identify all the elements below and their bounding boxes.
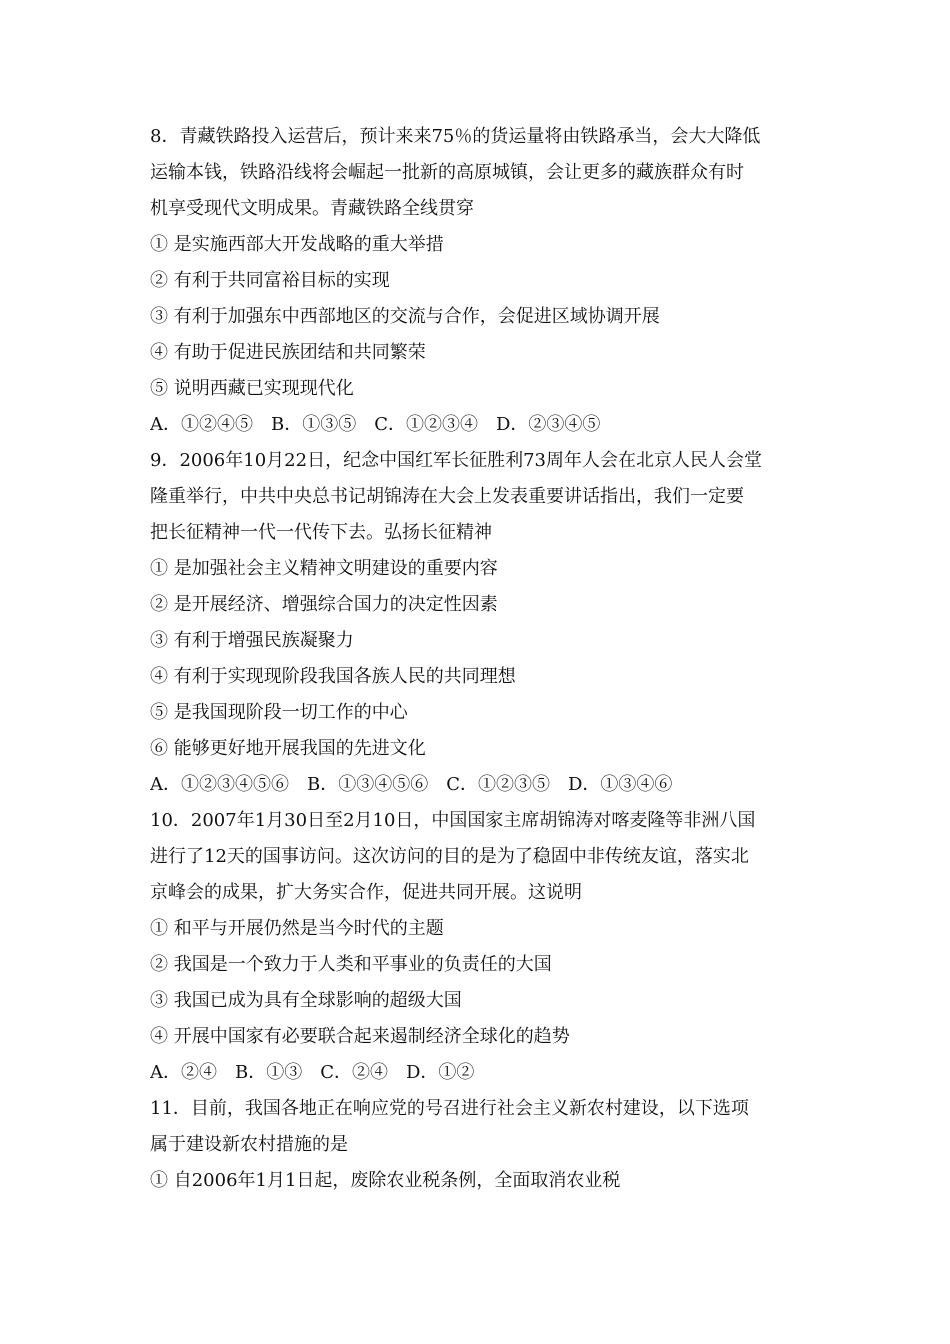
question-option: ① 是实施西部大开发战略的重大举措 <box>150 234 444 255</box>
document-content <box>150 119 810 1199</box>
question-option: ⑥ 能够更好地开展我国的先进文化 <box>150 738 426 759</box>
question-option: ⑤ 说明西藏已实现现代化 <box>150 378 354 399</box>
question-option: ④ 开展中国家有必要联合起来遏制经济全球化的趋势 <box>150 1026 570 1047</box>
question-stem-line: 10．2007年1月30日至2月10日，中国国家主席胡锦涛对喀麦隆等非洲八国 <box>150 810 756 831</box>
question-stem-line: 隆重举行，中共中央总书记胡锦涛在大会上发表重要讲话指出，我们一定要 <box>150 486 744 507</box>
question-stem-line: 11．目前，我国各地正在响应党的号召进行社会主义新农村建设，以下选项 <box>150 1098 749 1119</box>
question-option: ⑤ 是我国现阶段一切工作的中心 <box>150 702 408 723</box>
question-option: ① 自2006年1月1日起，废除农业税条例，全面取消农业税 <box>150 1170 621 1191</box>
question-option: ① 是加强社会主义精神文明建设的重要内容 <box>150 558 498 579</box>
question-stem-line: 机享受现代文明成果。青藏铁路全线贯穿 <box>150 198 474 219</box>
question-11 <box>150 1091 810 1199</box>
question-stem-line: 9．2006年10月22日，纪念中国红军长征胜利73周年人会在北京人民人会堂 <box>150 450 762 471</box>
question-option: ② 我国是一个致力于人类和平事业的负责任的大国 <box>150 954 552 975</box>
question-option: ③ 有利于加强东中西部地区的交流与合作，会促进区域协调开展 <box>150 306 660 327</box>
question-stem-line: 把长征精神一代一代传下去。弘扬长征精神 <box>150 522 492 543</box>
answer-choices: A．②④ B．①③ C．②④ D．①② <box>150 1062 475 1083</box>
question-option: ④ 有助于促进民族团结和共同繁荣 <box>150 342 426 363</box>
question-9 <box>150 443 810 803</box>
question-10 <box>150 803 810 1091</box>
question-option: ③ 我国已成为具有全球影响的超级大国 <box>150 990 462 1011</box>
question-option: ② 有利于共同富裕目标的实现 <box>150 270 390 291</box>
question-option: ④ 有利于实现现阶段我国各族人民的共同理想 <box>150 666 516 687</box>
question-stem-line: 运输本钱，铁路沿线将会崛起一批新的高原城镇，会让更多的藏族群众有时 <box>150 162 744 183</box>
question-8 <box>150 119 810 443</box>
answer-choices: A．①②③④⑤⑥ B．①③④⑤⑥ C．①②③⑤ D．①③④⑥ <box>150 774 673 795</box>
question-stem-line: 进行了12天的国事访问。这次访问的目的是为了稳固中非传统友谊，落实北 <box>150 846 749 867</box>
question-stem-line: 属于建设新农村措施的是 <box>150 1134 348 1155</box>
question-option: ① 和平与开展仍然是当今时代的主题 <box>150 918 444 939</box>
answer-choices: A．①②④⑤ B．①③⑤ C．①②③④ D．②③④⑤ <box>150 414 601 435</box>
question-option: ③ 有利于增强民族凝聚力 <box>150 630 354 651</box>
question-stem-line: 8．青藏铁路投入运营后，预计来来75％的货运量将由铁路承当，会大大降低 <box>150 126 761 147</box>
question-stem-line: 京峰会的成果，扩大务实合作，促进共同开展。这说明 <box>150 882 582 903</box>
question-option: ② 是开展经济、增强综合国力的决定性因素 <box>150 594 498 615</box>
